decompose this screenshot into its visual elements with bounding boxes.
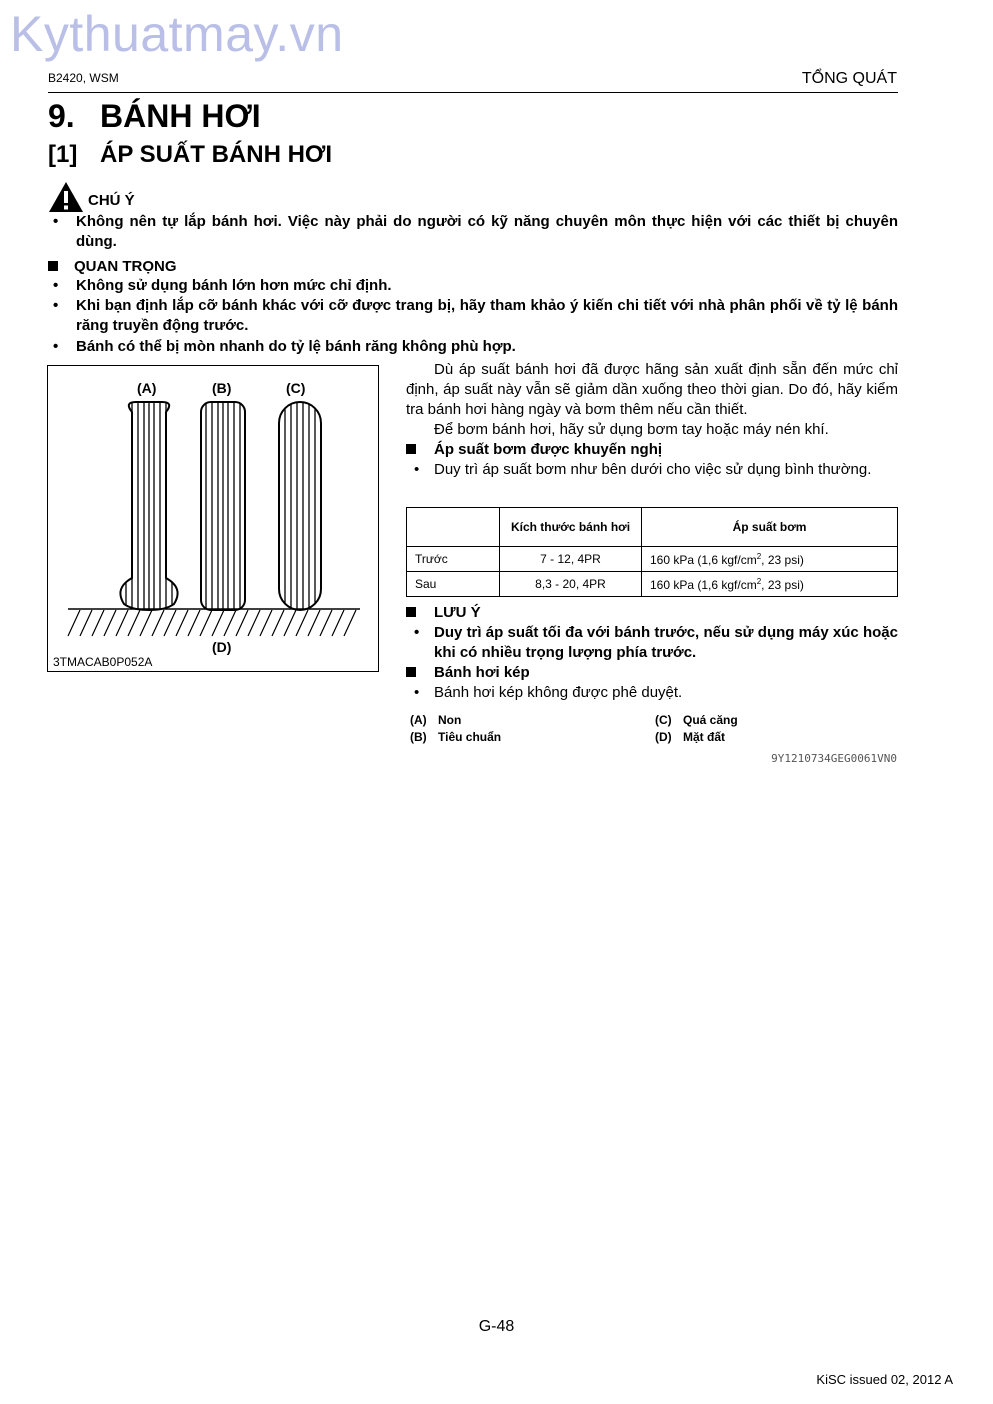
legend-value: Mặt đất: [683, 730, 725, 744]
legend-key: (A): [410, 713, 427, 727]
figure-label-c: (C): [286, 380, 306, 396]
note-heading: [406, 604, 481, 621]
legend-item: [655, 713, 738, 727]
section-number: 9.: [48, 98, 75, 134]
note-label: LƯU Ý: [434, 604, 481, 621]
legend-key: (C): [655, 713, 672, 727]
recommended-heading: [406, 441, 662, 458]
square-bullet-icon: [406, 607, 416, 617]
issued-note: KiSC issued 02, 2012 A: [816, 1372, 953, 1387]
square-bullet-icon: [406, 667, 416, 677]
intro-paragraph-2: Để bơm bánh hơi, hãy sử dụng bơm tay hoặc máy nén khí.: [434, 421, 829, 438]
legend-key: (D): [655, 730, 672, 744]
table-cell-size: 7 - 12, 4PR: [500, 547, 642, 572]
recommended-item: • Duy trì áp suất bơm như bên dưới cho việc sử dụng bình thường.: [406, 460, 898, 480]
caution-label: CHÚ Ý: [88, 192, 135, 209]
important-item-text: Không sử dụng bánh lớn hơn mức chỉ định.: [76, 277, 392, 294]
table-row: [407, 572, 898, 597]
table-header-row: [407, 508, 898, 547]
section-title: BÁNH HƠI: [100, 98, 261, 134]
caution-item: • Không nên tự lắp bánh hơi. Việc này phải do người có kỹ năng chuyên môn thực hiện với các thiết bị chuyên dùng.: [53, 213, 898, 250]
subsection-title: ÁP SUẤT BÁNH HƠI: [100, 141, 333, 168]
table-row: [407, 547, 898, 572]
caution-item-text: Không nên tự lắp bánh hơi. Việc này phải do người có kỹ năng chuyên môn thực hiện với các thiết bị chuyên dùng.: [76, 213, 898, 250]
section-heading: [48, 98, 261, 135]
figure-code: 3TMACAB0P052A: [53, 655, 153, 669]
important-label: QUAN TRỌNG: [74, 258, 177, 275]
note-item-text: Duy trì áp suất tối đa với bánh trước, nếu sử dụng máy xúc hoặc khi có nhiều trọng lượng phía trước.: [434, 624, 898, 661]
header-chapter: TỔNG QUÁT: [801, 70, 897, 87]
figure-label-b: (B): [212, 380, 232, 396]
table-header-cell: [407, 508, 500, 547]
recommended-label: Áp suất bơm được khuyến nghị: [434, 441, 663, 458]
dual-label: Bánh hơi kép: [434, 664, 530, 681]
document-code: 9Y1210734GEG0061VN0: [771, 752, 897, 765]
intro-paragraph-1: Dù áp suất bánh hơi đã được hãng sản xuất định sẵn đến mức chỉ định, áp suất này vẫn sẽ giảm dần xuống theo thời gian. Do đó, hãy kiểm tra bánh hơi hàng ngày và bơm thêm nếu cần thiết.: [406, 361, 898, 418]
legend-value: Non: [438, 713, 462, 727]
dual-heading: [406, 664, 530, 681]
table-cell-position: Trước: [407, 547, 500, 572]
important-item-text: Khi bạn định lắp cỡ bánh khác với cỡ được trang bị, hãy tham khảo ý kiến chi tiết với nhà phân phối về tỷ lệ bánh răng truyền động trước.: [76, 297, 898, 334]
tire-pressure-figure: [47, 365, 379, 672]
tire-pressure-table: [406, 507, 898, 597]
figure-label-a: (A): [137, 380, 157, 396]
dual-item-text: Bánh hơi kép không được phê duyệt.: [434, 684, 683, 701]
table-cell-pressure: 160 kPa (1,6 kgf/$cm^2$, 23 psi): [642, 547, 898, 572]
subsection-number: [1]: [48, 141, 78, 168]
important-item: • Không sử dụng bánh lớn hơn mức chỉ định.: [48, 276, 898, 296]
table-cell-position: Sau: [407, 572, 500, 597]
table-header-cell: Kích thước bánh hơi: [500, 508, 642, 547]
subsection-heading: [48, 141, 332, 169]
watermark: Kythuatmay.vn: [10, 6, 344, 62]
warning-triangle-icon: [48, 181, 84, 213]
square-bullet-icon: [406, 444, 416, 454]
important-item: • Bánh có thể bị mòn nhanh do tỷ lệ bánh răng không phù hợp.: [48, 337, 898, 357]
recommended-item-text: Duy trì áp suất bơm như bên dưới cho việc sử dụng bình thường.: [434, 461, 872, 478]
legend-value: Tiêu chuẩn: [438, 730, 502, 744]
square-bullet-icon: [48, 261, 58, 271]
table-cell-pressure: 160 kPa (1,6 kgf/$cm^2$, 23 psi): [642, 572, 898, 597]
legend-key: (B): [410, 730, 427, 744]
legend-item: [410, 713, 461, 727]
figure-label-d: (D): [212, 639, 232, 655]
important-item: • Khi bạn định lắp cỡ bánh khác với cỡ được trang bị, hãy tham khảo ý kiến chi tiết với nhà phân phối về tỷ lệ bánh răng truyền động trước.: [53, 297, 898, 334]
legend-value: Quá căng: [683, 713, 738, 727]
table-header-cell: Áp suất bơm: [642, 508, 898, 547]
dual-item: • Bánh hơi kép không được phê duyệt.: [406, 683, 898, 703]
legend-item: [410, 730, 501, 744]
important-item-text: Bánh có thể bị mòn nhanh do tỷ lệ bánh răng không phù hợp.: [76, 338, 516, 355]
page-number: G-48: [478, 1318, 515, 1335]
table-cell-size: 8,3 - 20, 4PR: [500, 572, 642, 597]
header-rule: [48, 92, 898, 93]
tire-illustration: [48, 366, 378, 671]
header-model: B2420, WSM: [48, 71, 119, 85]
important-heading: [48, 258, 177, 275]
legend-item: [655, 730, 725, 744]
note-item: • Duy trì áp suất tối đa với bánh trước, nếu sử dụng máy xúc hoặc khi có nhiều trọng lượng phía trước.: [414, 624, 898, 661]
